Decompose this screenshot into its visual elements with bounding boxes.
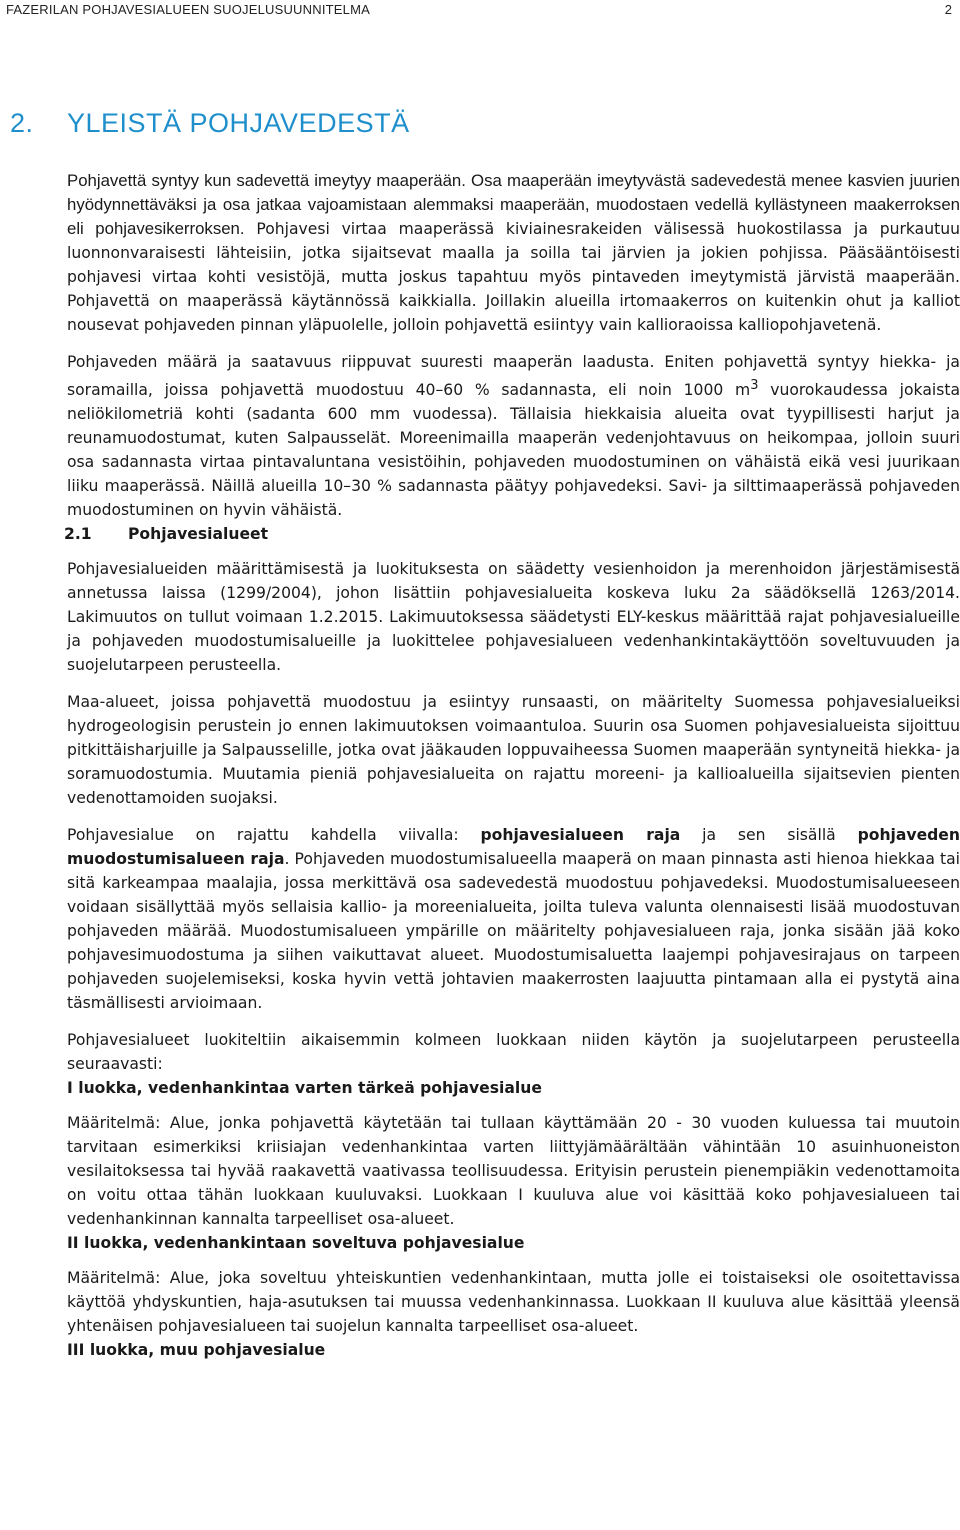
class-1-heading: I luokka, vedenhankintaa varten tärkeä pohjavesialue [67, 1079, 542, 1098]
paragraph-soil-text-b: vuorokaudessa jokaista neliökilometriä kohti (sadanta 600 mm vuodessa). Tällaisia hiekkaisia alueita ovat tyypillisesti harjut ja reunamuodostumat, kuten Salpausselät. Moreenimailla maaperän vedenjohtavuus on heikompaa, jolloin suuri osa sadannasta virtaa pintavaluntana vesistöihin, pohjaveden muodostuminen on vähäistä eikä vesi juurikaan liiku maaperässä. Näillä alueilla 10–30 % sadannasta päätyy pohjavedeksi. Savi- ja silttimaaperässä pohjaveden muodostuminen on hyvin vähäistä. [67, 381, 960, 520]
paragraph-flow-text: Pohjavesi virtaa maaperässä kiviainesrakeiden välisessä huokostilassa ja purkautuu luonnonvaraisesti lähteisiin, jotka sijaitsevat maalla ja soilla tai järvien ja jokien pohjissa. Pääsääntöisesti pohjavesi virtaa kohti vesistöjä, mutta joskus tapahtuu myös pintaveden imeytymistä järvistä maaperään. Pohjavettä on maaperässä käytännössä kaikkialla. Joillakin alueilla irtomaakerros on kuitenkin ohut ja kalliot nousevat pohjaveden pinnan yläpuolelle, jolloin pohjavettä esiintyy vain kallioraoissa kalliopohjavetenä. [67, 220, 960, 334]
boundaries-bold-1: pohjavesialueen raja [480, 826, 681, 845]
page-number: 2 [944, 2, 952, 17]
section-number: 2.1 [64, 525, 92, 544]
paragraph-intro-text: Pohjavettä syntyy kun sadevettä imeytyy maaperään. Osa maaperään imeytyvästä sadevedestä menee kasvien juurien hyödynnettäväksi ja osa jatkaa vajoamistaan alemmaksi maaperään, muodostaen vedellä kyllästyneen maakerroksen eli pohjavesikerroksen. [67, 171, 960, 238]
document-body [64, 169, 960, 1362]
boundaries-text-d: . Pohjaveden muodostumisalueella maaperä on maan pinnasta asti hienoa hiekkaa tai sitä karkeampaa maalajia, jossa merkittävä osa sadevedestä muodostuu pohjavedeksi. Muodostumisalueeseen voidaan sisällyttää myös sellaisia kallio- ja moreenialueita, joilta tuleva valunta olennaisesti lisää muodostuvan pohjaveden määrää. Muodostumisalueen ympärille on määritelty pohjavesialueen raja, jonka sisään jää koko pohjavesimuodostuma ja siihen vaikuttavat alueet. Muodostumisaluetta laajempi pohjavesirajaus on tarpeen pohjaveden suojelemiseksi, koska hyvin vettä johtavien maakerrosten laajuutta pintamaan alla ei pystytä aina täsmällisesti arvioimaan. [67, 850, 960, 1013]
paragraph-land-areas: Maa-alueet, joissa pohjavettä muodostuu ja esiintyy runsaasti, on määritelty Suomessa pohjavesialueiksi hydrogeologisin perustein jo ennen lakimuutoksen voimaantuloa. Suurin osa Suomen pohjavesialueista sijoittuu pitkittäisharjuille ja Salpausselille, jotka ovat jääkauden loppuvaiheessa Suomen maaperään syntyneitä hiekka- ja soramuodostumia. Muutamia pieniä pohjavesialueita on rajattu moreeni- ja kallioalueilla sijaitsevien pienten vedenottamoiden suojaksi. [67, 693, 960, 808]
boundaries-text-a: Pohjavesialue on rajattu kahdella viivalla: [67, 826, 481, 845]
section-heading [64, 522, 960, 546]
paragraph-soil-text-a: Pohjaveden määrä ja saatavuus riippuvat suuresti maaperän laadusta. Eniten pohjavettä syntyy hiekka- ja soramailla, joissa pohjavettä muodostuu 40–60 % sadannasta, eli noin 1000 m [67, 353, 960, 400]
paragraph-classification: Pohjavesialueet luokiteltiin aikaisemmin kolmeen luokkaan niiden käytön ja suojelutarpeen perusteella seuraavasti: [67, 1031, 960, 1074]
superscript-cubic: 3 [750, 378, 759, 393]
paragraph-groundwater-formation [67, 169, 960, 337]
boundaries-text-c: ja sen sisällä [680, 826, 858, 845]
paragraph-soil-quality [67, 350, 960, 522]
class-1-definition: Määritelmä: Alue, jonka pohjavettä käytetään tai tullaan käyttämään 20 - 30 vuoden kuluessa tai muutoin tarvitaan esimerkiksi kriisiajan vedenhankintaa varten liittyjämäärältään vähintään 10 asuinhuoneiston vesilaitoksessa tai hyvää raakavettä vaativassa teollisuudessa. Erityisin perustein pienempiäkin vedenottamoita on voitu ottaa tähän luokkaan kuuluvaksi. Luokkaan I kuuluva alue voi käsittää koko pohjavesialueen tai vedenhankinnan kannalta tarpeelliset osa-alueet. [67, 1114, 960, 1229]
paragraph-boundaries [67, 823, 960, 1015]
chapter-heading [10, 108, 410, 139]
section-title: Pohjavesialueet [128, 525, 269, 544]
paragraph-legislation: Pohjavesialueiden määrittämisestä ja luokituksesta on säädetty vesienhoidon ja merenhoidon järjestämisestä annetussa laissa (1299/2004), johon lisättiin pohjavesialueita koskeva luku 2a säädöksellä 1263/2014. Lakimuutos on tullut voimaan 1.2.2015. Lakimuutoksessa säädetysti ELY-keskus määrittää rajat pohjavesialueille ja pohjaveden muodostumisalueille ja luokittelee pohjavesialueen vedenhankintakäyttöön soveltuvuuden ja suojelutarpeen perusteella. [67, 560, 960, 675]
document-title: FAZERILAN POHJAVESIALUEEN SUOJELUSUUNNITELMA [6, 2, 370, 17]
class-2-definition: Määritelmä: Alue, joka soveltuu yhteiskuntien vedenhankintaan, mutta jolle ei toistaiseksi ole osoitettavissa käyttöä yhdyskuntien, haja-asutuksen tai muussa vedenhankinnassa. Luokkaan II kuuluva alue käsittää yleensä yhtenäisen pohjavesialueen tai suojelun kannalta tarpeelliset osa-alueet. [67, 1269, 960, 1336]
class-2-heading: II luokka, vedenhankintaan soveltuva pohjavesialue [67, 1234, 525, 1253]
boundaries-bold-2: pohjaveden muodostumisalueen raja [67, 826, 960, 869]
chapter-number: 2. [10, 108, 34, 138]
page-header [0, 0, 960, 26]
chapter-title: YLEISTÄ POHJAVEDESTÄ [67, 108, 410, 138]
class-3-heading: III luokka, muu pohjavesialue [67, 1341, 326, 1360]
